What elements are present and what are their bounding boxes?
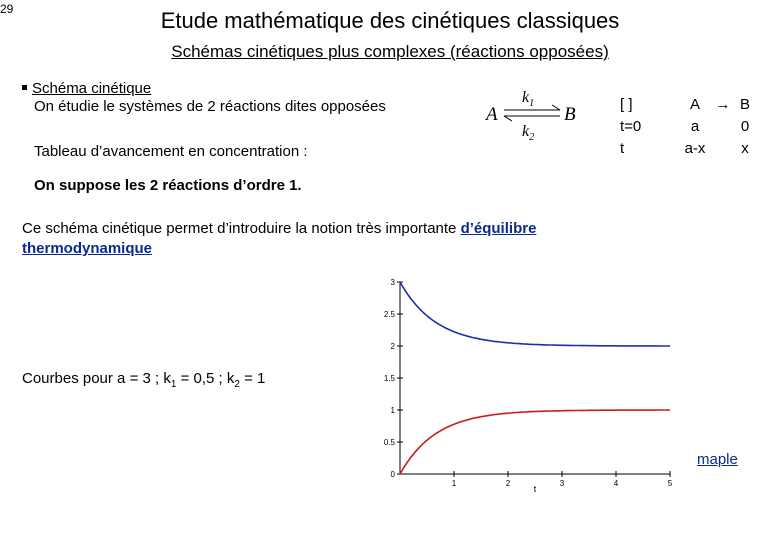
intro-line: On étudie le systèmes de 2 réactions dites opposées xyxy=(34,98,386,115)
column-b: B 0 x xyxy=(739,96,750,157)
maple-link[interactable]: maple xyxy=(697,451,738,468)
bullet-schema xyxy=(22,80,151,97)
x-tick-label: 1 xyxy=(451,479,457,488)
sentence-text: Ce schéma cinétique permet d’introduire la notion très importante xyxy=(22,220,461,237)
x-tick-label: 4 xyxy=(613,479,619,488)
kinetic-scheme xyxy=(480,84,590,144)
slide-number: 29 xyxy=(0,2,14,16)
y-tick-label: 0.5 xyxy=(383,438,395,447)
concentration-chart xyxy=(360,272,690,494)
order-statement: On suppose les 2 réactions d’ordre 1. xyxy=(34,177,302,194)
y-tick-label: 2 xyxy=(390,342,395,351)
scheme-a: A xyxy=(486,104,498,125)
scheme-b: B xyxy=(564,104,576,125)
k1-label: $k_1$ xyxy=(522,89,535,109)
y-tick-label: 2.5 xyxy=(383,310,395,319)
y-tick-label: 1 xyxy=(390,406,395,415)
curves-caption: Courbes pour a = 3 ; $k_1 = 0,5$ ; $k_2 = 1$ xyxy=(22,370,266,390)
y-tick-label: 1.5 xyxy=(383,374,395,383)
k2-label: $k_2$ xyxy=(522,123,535,143)
series-line-1 xyxy=(400,282,670,346)
equilibre-link[interactable]: d’équilibre xyxy=(460,220,537,237)
equilibrium-sentence xyxy=(22,220,536,237)
page-subtitle: Schémas cinétiques plus complexes (réactions opposées) xyxy=(171,42,609,61)
backward-arrow-head xyxy=(504,116,512,121)
row-t0: t=0 xyxy=(620,118,642,135)
arrow-icon: → xyxy=(715,96,731,113)
x-tick-label: 5 xyxy=(667,479,673,488)
x-axis-label: t xyxy=(533,484,537,494)
page-title: Etude mathématique des cinétiques classiques xyxy=(160,8,620,33)
avancement-rows xyxy=(620,94,641,160)
bullet-square-icon xyxy=(22,85,27,90)
tableau-label: Tableau d’avancement en concentration : xyxy=(34,143,308,160)
column-a: A a a-x xyxy=(684,96,706,157)
y-tick-label: 0 xyxy=(390,470,395,479)
x-tick-label: 2 xyxy=(505,479,511,488)
row-concentration: [ ] xyxy=(620,96,633,113)
row-t: t xyxy=(620,140,625,157)
y-tick-label: 3 xyxy=(390,278,395,287)
forward-arrow-head xyxy=(552,105,560,110)
x-tick-label: 3 xyxy=(559,479,565,488)
thermodynamique-link[interactable]: thermodynamique xyxy=(22,240,153,257)
bullet-label: Schéma cinétique xyxy=(32,80,152,97)
series-line-2 xyxy=(400,410,670,474)
